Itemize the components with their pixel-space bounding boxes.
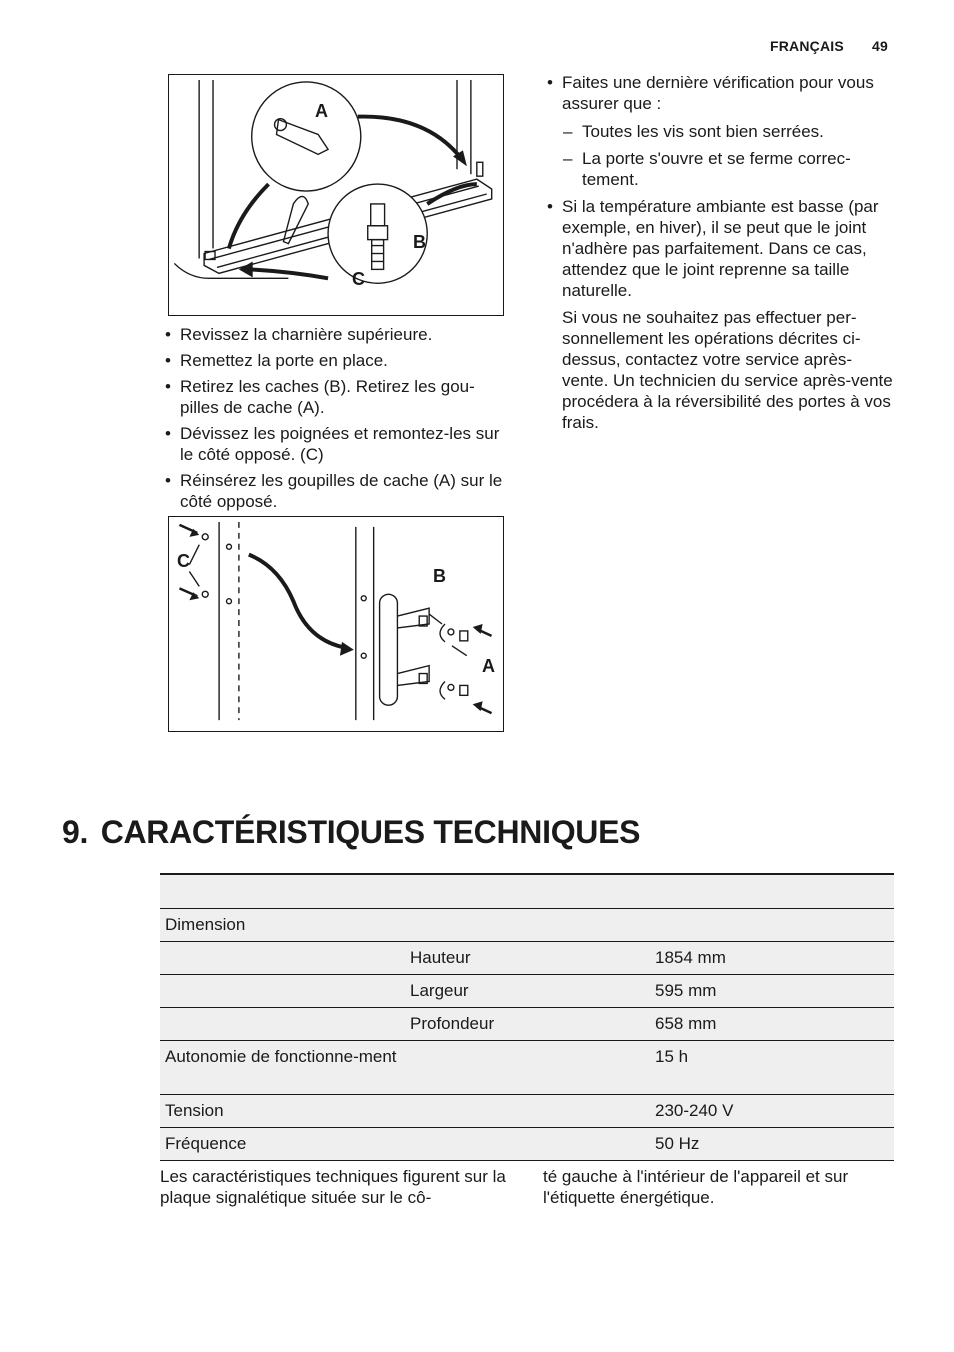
final-check-text: Faites une dernière vérification pour vous assurer que : — [562, 73, 874, 113]
table-cell: 15 h — [650, 1040, 894, 1094]
final-check-item — [542, 72, 898, 190]
table-cell — [160, 941, 405, 974]
table-row — [160, 1127, 894, 1160]
table-cell — [405, 1040, 650, 1094]
footer-note-right: té gauche à l'intérieur de l'appareil et sur l'étiquette énergétique. — [543, 1167, 849, 1207]
service-paragraph: Si vous ne souhaitez pas effectuer per-sonnellement les opérations décrites ci-dessus, contactez votre service après-vente. Un technicien du service après-vente procédera à la réversibilité des portes à vos frais. — [562, 308, 893, 432]
section-heading — [62, 814, 640, 851]
figure2-label-b: B — [433, 566, 446, 586]
instruction-item: • Dévissez les poignées et remontez-les sur le côté opposé. (C) — [160, 423, 512, 465]
door-hinge-illustration — [168, 74, 504, 316]
handle-remount-illustration — [168, 516, 504, 732]
page-number: 49 — [872, 38, 888, 54]
table-header-row — [160, 874, 894, 908]
table-cell: Fréquence — [160, 1127, 405, 1160]
table-cell: 230-240 V — [650, 1094, 894, 1127]
table-row — [160, 974, 894, 1007]
section-title: CARACTÉRISTIQUES TECHNIQUES — [100, 814, 641, 850]
right-column-instructions — [542, 72, 898, 433]
table-row — [160, 908, 894, 941]
table-cell: 50 Hz — [650, 1127, 894, 1160]
figure1-label-b: B — [413, 232, 426, 252]
technical-specs-table — [160, 873, 894, 1161]
header-language: FRANÇAIS — [769, 38, 844, 54]
section-number: 9. — [62, 814, 89, 850]
table-row — [160, 941, 894, 974]
table-cell: Dimension — [160, 908, 405, 941]
check-sub-item: – La porte s'ouvre et se ferme correc-tement. — [562, 148, 898, 190]
check-sub-item: – Toutes les vis sont bien serrées. — [562, 121, 898, 142]
instruction-item: • Remettez la porte en place. — [160, 350, 512, 371]
left-column-instructions — [160, 324, 512, 517]
table-cell — [650, 908, 894, 941]
table-cell: Autonomie de fonctionne-ment — [160, 1040, 405, 1094]
instruction-item: • Revissez la charnière supérieure. — [160, 324, 512, 345]
page-header — [770, 38, 888, 54]
table-cell — [405, 908, 650, 941]
instruction-item: • Retirez les caches (B). Retirez les gou-pilles de cache (A). — [160, 376, 512, 418]
table-cell — [160, 974, 405, 1007]
instruction-item: • Réinsérez les goupilles de cache (A) sur le côté opposé. — [160, 470, 512, 512]
table-cell: Largeur — [405, 974, 650, 1007]
table-row — [160, 1094, 894, 1127]
table-cell — [405, 1127, 650, 1160]
table-cell: Hauteur — [405, 941, 650, 974]
table-cell: Profondeur — [405, 1007, 650, 1040]
figure2-label-c: C — [177, 551, 190, 571]
figure1-label-c: C — [352, 269, 365, 289]
figure2-label-a: A — [482, 656, 495, 676]
table-cell — [160, 1007, 405, 1040]
low-temperature-item: • Si la température ambiante est basse (par exemple, en hiver), il se peut que le joint n'adhère pas parfaitement. Dans ce cas, attendez que le joint reprenne sa taille naturelle. — [542, 196, 898, 301]
table-cell: 595 mm — [650, 974, 894, 1007]
table-row — [160, 1007, 894, 1040]
table-cell: Tension — [160, 1094, 405, 1127]
table-cell — [405, 1094, 650, 1127]
table-cell: 658 mm — [650, 1007, 894, 1040]
footer-note-left: Les caractéristiques techniques figurent sur la plaque signalétique située sur le cô- — [160, 1167, 506, 1207]
table-row — [160, 1040, 894, 1094]
figure1-label-a: A — [315, 101, 328, 121]
table-cell: 1854 mm — [650, 941, 894, 974]
